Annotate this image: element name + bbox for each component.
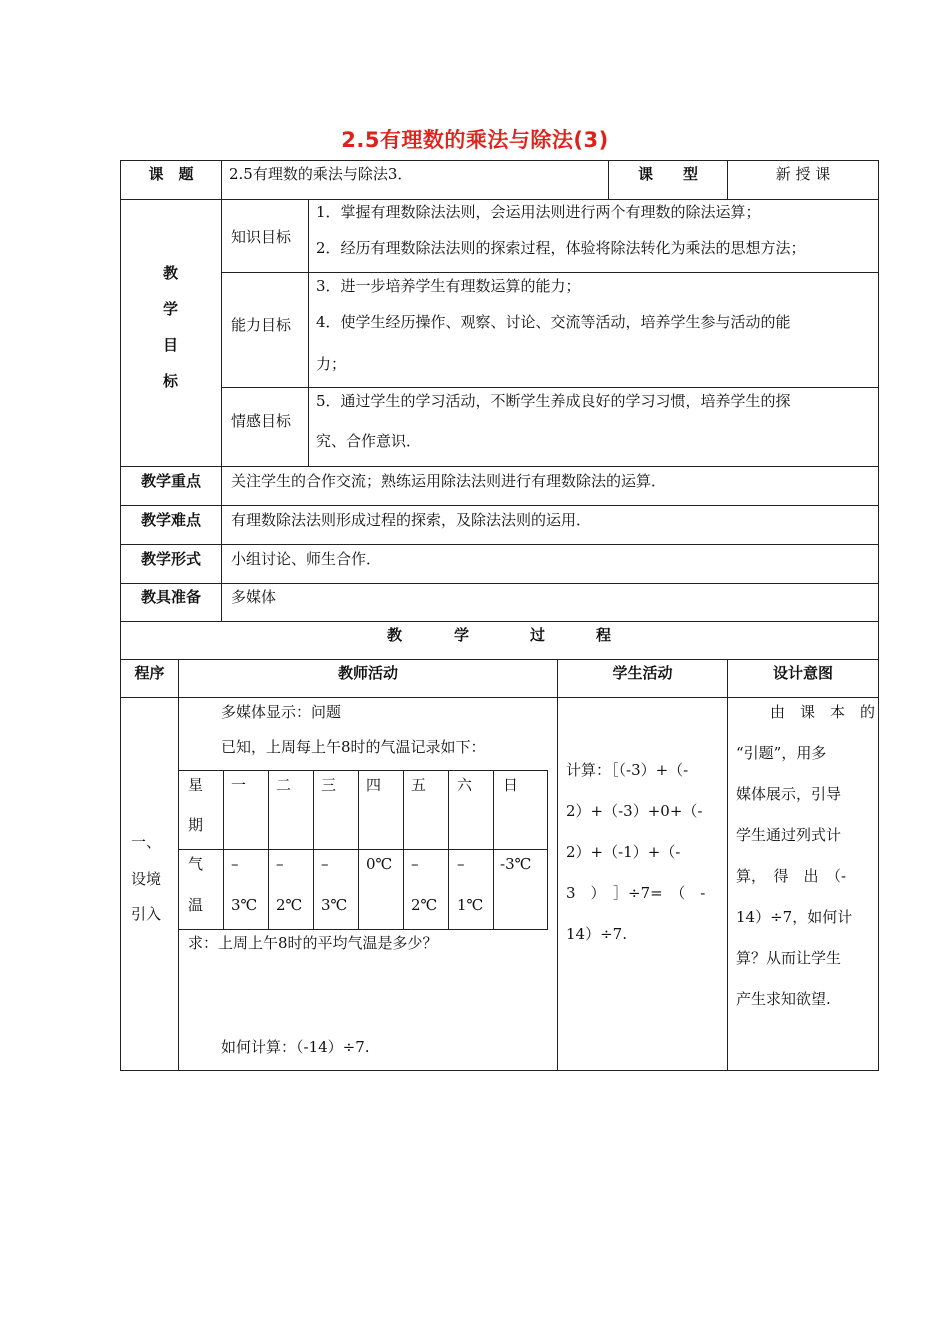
temp-sat-sign: – [457, 855, 465, 873]
temp-tue-sign: – [276, 855, 284, 873]
stage-line-2: 设境 [131, 870, 162, 888]
day-fri: 五 [411, 776, 427, 794]
rule [493, 770, 494, 930]
type-label: 课 型 [637, 165, 698, 183]
emotion-label: 情感目标 [231, 412, 292, 430]
rule [308, 199, 309, 467]
stage-line-3: 引入 [131, 905, 162, 923]
document-title: 2.5有理数的乘法与除法(3) [341, 128, 609, 152]
weekday-label-1: 星 [188, 776, 204, 794]
rule [727, 659, 728, 1071]
topic-value: 2.5有理数的乘法与除法3． [229, 165, 413, 183]
rule [358, 770, 359, 930]
type-value: 新 授 课 [775, 165, 831, 183]
topic-label: 课 题 [148, 165, 194, 183]
rule [223, 770, 224, 930]
rule [221, 387, 879, 388]
rule [120, 466, 879, 467]
temp-wed-sign: – [321, 855, 329, 873]
stage-line-1: 一、 [131, 833, 162, 851]
temp-sat-value: 1℃ [457, 896, 484, 914]
teacher-how: 如何计算：（-14）÷7. [221, 1038, 370, 1056]
focus-value: 关注学生的合作交流；熟练运用除法法则进行有理数除法的运算． [231, 472, 667, 490]
temp-label-2: 温 [188, 896, 204, 914]
rule [120, 160, 879, 161]
design-line-1: 由 课 本 的 [770, 703, 876, 721]
temp-thu-value: 0℃ [366, 855, 393, 873]
rule [221, 272, 879, 273]
rule [878, 160, 879, 1071]
knowledge-line-1: 1．掌握有理数除法法则，会运用法则进行两个有理数的除法运算； [316, 203, 761, 221]
rule [120, 583, 879, 584]
day-sun: 日 [503, 776, 519, 794]
temp-mon-value: 3℃ [231, 896, 258, 914]
temp-label-1: 气 [188, 855, 204, 873]
ability-label: 能力目标 [231, 316, 292, 334]
weekday-label-2: 期 [188, 816, 204, 834]
day-sat: 六 [457, 776, 473, 794]
knowledge-line-2: 2．经历有理数除法法则的探索过程，体验将除法转化为乘法的思想方法； [316, 239, 806, 257]
rule [221, 160, 222, 622]
form-label: 教学形式 [140, 550, 201, 568]
emotion-line-1: 5．通过学生的学习活动，不断学生养成良好的学习习惯，培养学生的探 [316, 392, 791, 410]
rule [403, 770, 404, 930]
rule [120, 697, 879, 698]
design-line-5: 算， 得 出 （- [736, 867, 847, 885]
temp-mon-sign: – [231, 855, 239, 873]
objectives-label-3: 目 [163, 336, 179, 354]
difficulty-value: 有理数除法法则形成过程的探索，及除法法则的运用． [231, 511, 592, 529]
tools-label: 教具准备 [140, 588, 201, 606]
rule [120, 199, 879, 200]
form-value: 小组讨论、师生合作． [231, 550, 382, 568]
temp-wed-value: 3℃ [321, 896, 348, 914]
rule [448, 770, 449, 930]
ability-line-2: 4．使学生经历操作、观察、讨论、交流等活动，培养学生参与活动的能 [316, 313, 791, 331]
knowledge-label: 知识目标 [231, 228, 292, 246]
student-line-5: 14）÷7. [566, 925, 627, 943]
col-header-teacher: 教师活动 [337, 664, 398, 682]
teacher-line-2: 已知，上周每上午8时的气温记录如下： [221, 738, 486, 756]
rule [268, 770, 269, 930]
teacher-line-1: 多媒体显示：问题 [221, 703, 342, 721]
col-header-student: 学生活动 [612, 664, 673, 682]
rule [120, 1070, 879, 1071]
student-line-4: 3 ） ］÷7= （ - [566, 884, 706, 902]
student-line-2: 2）+（-3）+0+（- [566, 802, 703, 820]
tools-value: 多媒体 [231, 588, 277, 606]
difficulty-label: 教学难点 [140, 511, 201, 529]
design-line-8: 产生求知欲望. [736, 990, 831, 1008]
design-line-6: 14）÷7，如何计 [736, 908, 853, 926]
design-line-4: 学生通过列式计 [736, 826, 842, 844]
temp-tue-value: 2℃ [276, 896, 303, 914]
day-wed: 三 [321, 776, 337, 794]
temp-fri-value: 2℃ [411, 896, 438, 914]
rule [557, 659, 558, 1071]
focus-label: 教学重点 [140, 472, 201, 490]
process-heading-3: 过 [530, 626, 546, 644]
rule [120, 659, 879, 660]
objectives-label-2: 学 [163, 300, 179, 318]
student-line-1: 计算：［（-3）+（- [566, 761, 689, 779]
process-heading-2: 学 [454, 626, 470, 644]
design-line-2: “引题”，用多 [736, 744, 827, 762]
ability-line-3: 力； [316, 355, 347, 373]
rule [120, 160, 121, 1071]
rule [120, 544, 879, 545]
rule [120, 621, 879, 622]
student-line-3: 2）+（-1）+（- [566, 843, 681, 861]
rule [120, 505, 879, 506]
process-heading-1: 教 [387, 626, 403, 644]
day-mon: 一 [231, 776, 247, 794]
rule [313, 770, 314, 930]
col-header-stage: 程序 [134, 664, 165, 682]
objectives-label-4: 标 [163, 372, 179, 390]
teacher-question: 求：上周上午8时的平均气温是多少？ [188, 934, 438, 952]
ability-line-1: 3．进一步培养学生有理数运算的能力； [316, 277, 581, 295]
design-line-7: 算？从而让学生 [736, 949, 842, 967]
objectives-label-1: 教 [163, 264, 179, 282]
col-header-design: 设计意图 [772, 664, 833, 682]
emotion-line-2: 究、合作意识． [316, 432, 422, 450]
design-line-3: 媒体展示，引导 [736, 785, 842, 803]
process-heading-4: 程 [596, 626, 612, 644]
rule [178, 659, 179, 1071]
temp-fri-sign: – [411, 855, 419, 873]
day-thu: 四 [366, 776, 382, 794]
day-tue: 二 [276, 776, 292, 794]
rule [547, 770, 548, 930]
temp-sun-value: -3℃ [500, 855, 532, 873]
